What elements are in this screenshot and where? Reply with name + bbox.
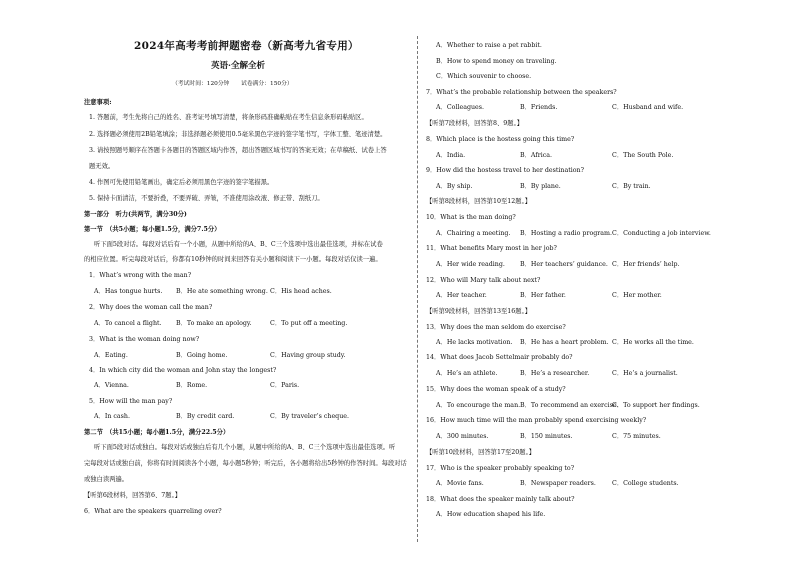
q4-option-c: C．Paris. [270, 382, 300, 389]
q4-option-b: B．Rome. [176, 382, 208, 389]
q11-option-c: C．Her friends’ help. [612, 261, 680, 268]
section2-instruction: 听下面5段对话或独白。每段对话或独白后有几个小题，从题中所给的A、B、C三个选项中选出最佳选项。听 [94, 444, 396, 451]
q15-option-b: B．To recommend an exercise. [520, 402, 619, 409]
q10-option-a: A．Chairing a meeting. [436, 230, 511, 237]
listen-7-note: 【听第7段材料，回答第8、9题。】 [426, 120, 524, 127]
question-1: 1．What’s wrong with the man? [89, 272, 192, 279]
part1-heading: 第一部分 听力(共两节，满分30分) [84, 211, 187, 218]
section1-instruction: 的相应位置。听完每段对话后，你都有10秒钟的时间来回答有关小题和阅读下一小题。每段对话仅读一遍。 [84, 256, 382, 263]
note-item: 5. 保持卡面清洁，不要折叠，不要弄破、弄皱，不准使用涂改液、修正带、刮纸刀。 [89, 195, 324, 202]
note-item: 2. 选择题必须使用2B铅笔填涂；非选择题必须使用0.5毫米黑色字迹的签字笔书写，字体工整、笔迹清楚。 [89, 131, 387, 138]
q13-option-b: B．He has a heart problem. [520, 339, 609, 346]
q15-option-c: C．To support her findings. [612, 402, 700, 409]
q14-option-c: C．He’s a journalist. [612, 370, 678, 377]
section2-instruction: 完每段对话或独白前，你将有时间阅读各个小题，每小题5秒钟；听完后，各小题将给出5秒钟的作答时间。每段对话 [84, 460, 407, 467]
question-6: 6．What are the speakers quarreling over? [84, 508, 222, 515]
q17-option-a: A．Movie fans. [436, 480, 484, 487]
question-17: 17．Who is the speaker probably speaking to? [426, 465, 575, 472]
q10-option-c: C．Conducting a job interview. [612, 230, 711, 237]
section1-instruction: 听下面5段对话。每段对话后有一个小题，从题中所给的A、B、C三个选项中选出最佳选项，并标在试卷 [94, 241, 383, 248]
q1-option-a: A．Has tongue hurts. [94, 288, 163, 295]
note-item: 3. 请按照题号顺序在答题卡各题目的答题区域内作答，超出答题区域书写的答案无效；在草稿纸、试卷上答 [89, 147, 387, 154]
q12-option-c: C．Her mother. [612, 292, 662, 299]
q12-option-a: A．Her teacher. [436, 292, 487, 299]
question-13: 13．Why does the man seldom do exercise? [426, 324, 566, 331]
question-3: 3．What is the woman doing now? [89, 336, 200, 343]
question-4: 4．In which city did the woman and John stay the longest? [89, 367, 277, 374]
q9-option-c: C．By train. [612, 183, 651, 190]
q6-option-b: B．How to spend money on traveling. [436, 58, 557, 65]
question-10: 10．What is the man doing? [426, 214, 516, 221]
question-2: 2．Why does the woman call the man? [89, 304, 213, 311]
q11-option-a: A．Her wide reading. [436, 261, 505, 268]
q2-option-a: A．To cancel a flight. [94, 320, 162, 327]
q15-option-a: A．To encourage the man. [436, 402, 521, 409]
q16-option-b: B．150 minutes. [520, 433, 573, 440]
listen-10-note: 【听第10段材料，回答第17至20题。】 [426, 449, 536, 456]
q1-option-b: B．He ate something wrong. [176, 288, 268, 295]
q10-option-b: B．Hosting a radio program. [520, 230, 613, 237]
question-8: 8．Which place is the hostess going this time? [426, 136, 575, 143]
exam-subject: 英语·全解全析 [211, 61, 265, 71]
q7-option-a: A．Colleagues. [436, 104, 485, 111]
listen-8-note: 【听第8段材料，回答第10至12题。】 [426, 198, 532, 205]
q9-option-a: A．By ship. [436, 183, 473, 190]
question-9: 9．How did the hostess travel to her destination? [426, 167, 584, 174]
q3-option-b: B．Going home. [176, 352, 228, 359]
q2-option-b: B．To make an apology. [176, 320, 252, 327]
q17-option-b: B．Newspaper readers. [520, 480, 596, 487]
q9-option-b: B．By plane. [520, 183, 561, 190]
q14-option-b: B．He’s a researcher. [520, 370, 590, 377]
q5-option-a: A．In cash. [94, 413, 130, 420]
question-12: 12．Who will Mary talk about next? [426, 277, 541, 284]
question-18: 18．What does the speaker mainly talk about? [426, 496, 575, 503]
q8-option-b: B．Africa. [520, 152, 552, 159]
q6-option-a: A．Whether to raise a pet rabbit. [436, 42, 542, 49]
section2-heading: 第二节 （共15小题；每小题1.5分，满分22.5分） [84, 429, 230, 436]
exam-title: 2024年高考考前押题密卷（新高考九省专用） [134, 40, 359, 52]
question-15: 15．Why does the woman speak of a study? [426, 386, 566, 393]
q2-option-c: C．To put off a meeting. [270, 320, 348, 327]
q13-option-a: A．He lacks motivation. [436, 339, 513, 346]
column-divider [417, 36, 418, 542]
q3-option-c: C．Having group study. [270, 352, 346, 359]
section1-heading: 第一节 （共5小题；每小题1.5分，满分7.5分） [84, 226, 221, 233]
question-16: 16．How much time will the man probably spend exercising weekly? [426, 417, 647, 424]
section2-instruction: 或独白读两遍。 [84, 476, 129, 483]
q6-option-c: C．Which souvenir to choose. [436, 73, 532, 80]
listen-9-note: 【听第9段材料，回答第13至16题。】 [426, 308, 532, 315]
q14-option-a: A．He’s an athlete. [436, 370, 498, 377]
question-11: 11．What benefits Mary most in her job? [426, 245, 557, 252]
q8-option-c: C．The South Pole. [612, 152, 674, 159]
q17-option-c: C．College students. [612, 480, 679, 487]
q16-option-c: C．75 minutes. [612, 433, 661, 440]
q3-option-a: A．Eating. [94, 352, 128, 359]
question-7: 7．What’s the probable relationship between the speakers? [426, 89, 617, 96]
listen-6-note: 【听第6段材料，回答第6、7题。】 [84, 492, 182, 499]
question-14: 14．What does Jacob Settelmair probably do? [426, 354, 573, 361]
q11-option-b: B．Her teachers’ guidance. [520, 261, 608, 268]
question-5: 5．How will the man pay? [89, 398, 173, 405]
q7-option-b: B．Friends. [520, 104, 558, 111]
q7-option-c: C．Husband and wife. [612, 104, 684, 111]
q13-option-c: C．He works all the time. [612, 339, 694, 346]
exam-time: （考试时间：120分钟 试卷满分：150分） [172, 81, 293, 87]
note-item: 1. 答题前，考生先将自己的姓名、准考证号填写清楚，将条形码准确粘贴在考生信息条形码粘贴区。 [89, 114, 368, 121]
q12-option-b: B．Her father. [520, 292, 566, 299]
q5-option-b: B．By credit card. [176, 413, 235, 420]
q4-option-a: A．Vienna. [94, 382, 129, 389]
note-item: 题无效。 [89, 163, 115, 170]
notes-heading: 注意事项: [84, 99, 112, 106]
q18-option-a: A．How education shaped his life. [436, 511, 546, 518]
note-item: 4. 作图可先使用铅笔画出，确定后必须用黑色字迹的签字笔描黑。 [89, 179, 274, 186]
q8-option-a: A．India. [436, 152, 466, 159]
q16-option-a: A．300 minutes. [436, 433, 489, 440]
q5-option-c: C．By traveler’s cheque. [270, 413, 349, 420]
q1-option-c: C．His head aches. [270, 288, 332, 295]
